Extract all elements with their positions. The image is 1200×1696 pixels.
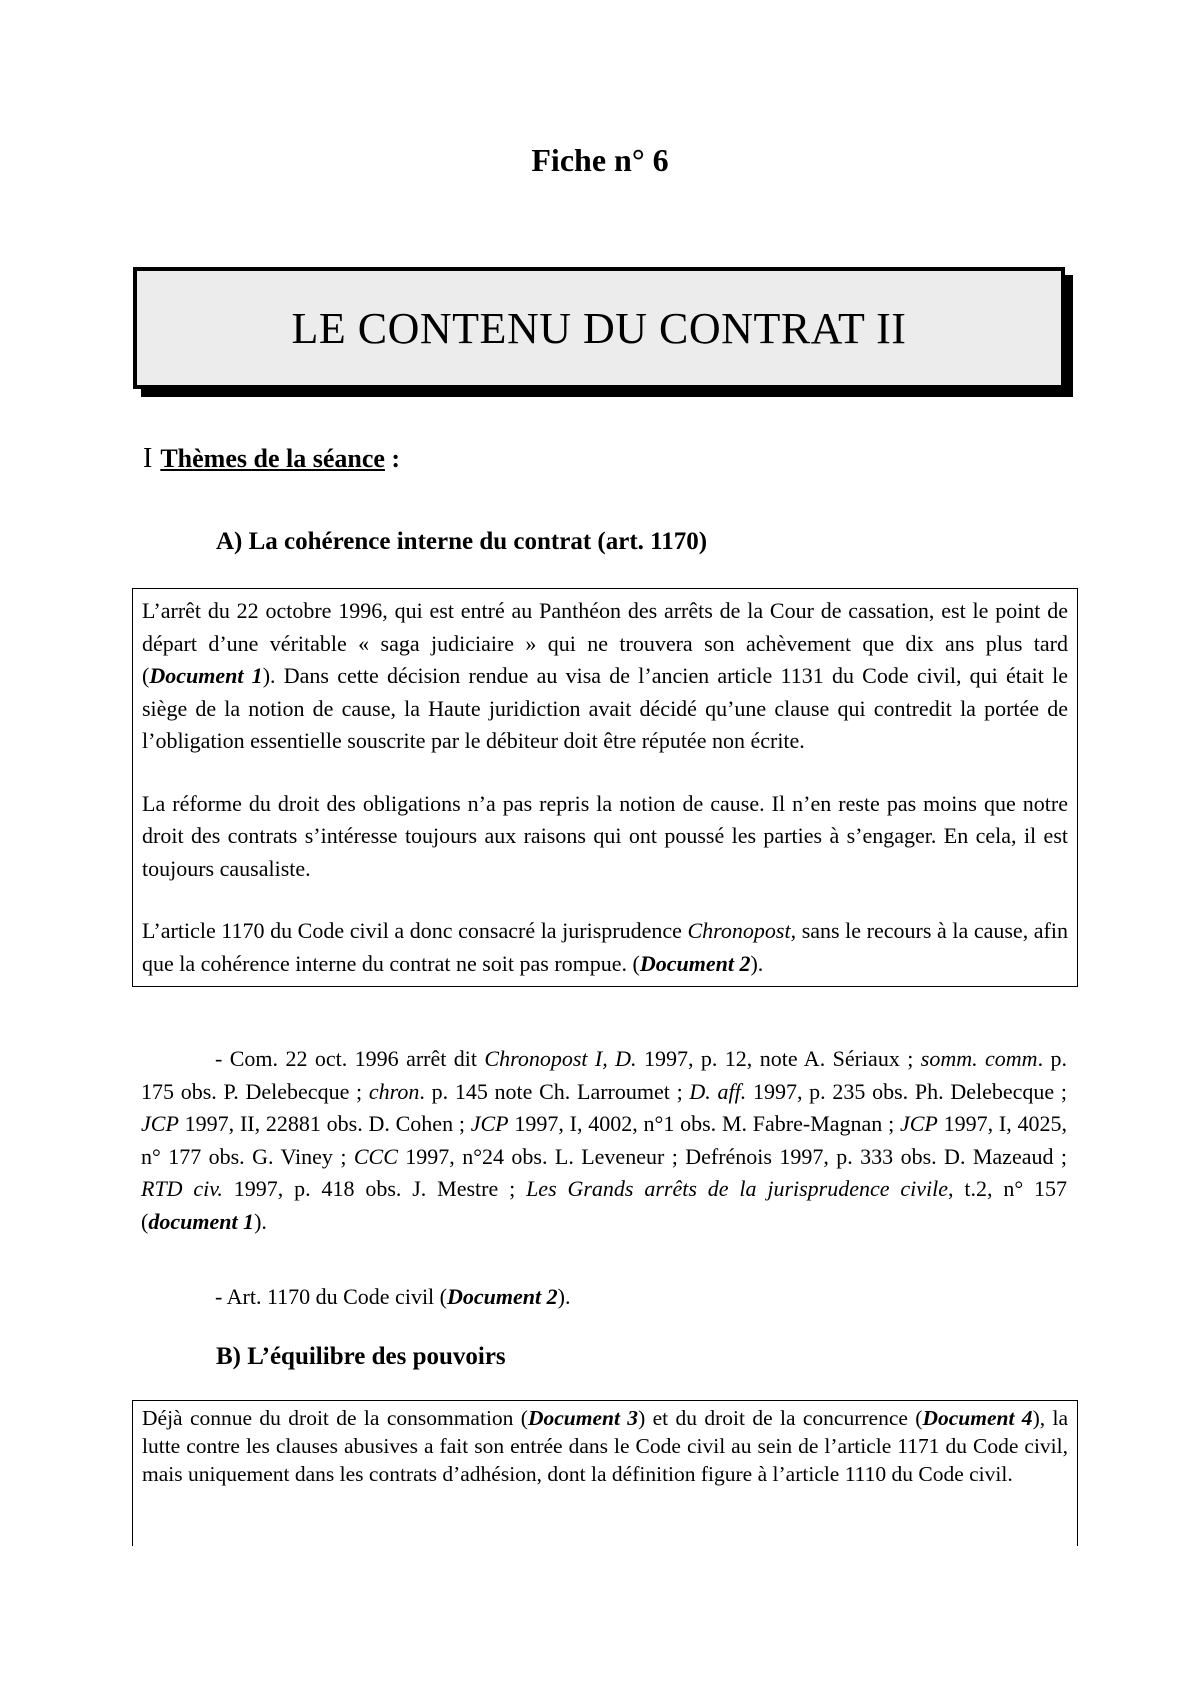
section-colon: : (384, 444, 401, 473)
text-run: 1997, p. 235 obs. Ph. Delebecque ; (746, 1078, 1067, 1104)
text-run: L’arrêt du 22 octobre 1996, qui est entré au Panthéon des arrêts de la Cour de cassation, est le point de départ d’une véritable « saga judiciaire » qui ne trouvera son achèvement que dix ans plus tard ( (142, 598, 1068, 688)
text-run: RTD civ. (141, 1176, 223, 1201)
subsection-b-heading: B) L’équilibre des pouvoirs (216, 1343, 506, 1370)
text-run: chron (368, 1078, 420, 1104)
section-label: Thèmes de la séance (160, 444, 385, 473)
text-run: . p. 175 obs. P. Delebecque ; (141, 1046, 1067, 1104)
box-a-paragraph-1 (142, 595, 1068, 758)
box-a-paragraph-2: La réforme du droit des obligations n’a pas repris la notion de cause. Il n’en reste pas moins que notre droit des contrats s’intéresse toujours aux raisons qui ont poussé les parties à s’engager. En cela, il est toujours causaliste. (142, 790, 1068, 881)
text-run: Déjà connue du droit de la consommation ( (142, 1406, 528, 1430)
text-run: 1997, II, 22881 obs. D. Cohen ; (178, 1111, 471, 1136)
text-run: somm. comm (920, 1046, 1038, 1071)
case-name: Chronopost (687, 918, 791, 943)
text-run: , sans le recours à la cause, afin que la cohérence interne du contrat ne soit pas rompue. ( (142, 918, 1068, 976)
text-run: L’article 1170 du Code civil a donc consacré la jurisprudence (142, 918, 688, 943)
text-run: CCC (353, 1143, 398, 1169)
text-run: . p. 145 note Ch. Larroumet ; (419, 1078, 690, 1104)
text-run: , t.2, n° 157 ( (141, 1176, 1067, 1234)
page-heading: Fiche n° 6 (531, 142, 669, 178)
text-run: JCP (899, 1111, 938, 1136)
text-run: 1997, I, 4025, n° 177 obs. G. Viney ; (141, 1111, 1067, 1169)
text-run: 1997, p. 12, note A. Sériaux ; (636, 1046, 921, 1071)
text-run: 1997, p. 418 obs. J. Mestre ; (222, 1176, 527, 1201)
text-run: Les Grands arrêts de la jurisprudence civile (526, 1176, 949, 1201)
subsection-b-box (132, 1400, 1078, 1546)
subsection-a-box (132, 588, 1078, 987)
text-run: 1997, I, 4002, n°1 obs. M. Fabre-Magnan ; (508, 1111, 900, 1136)
section-heading (143, 443, 400, 475)
text-run: ). (254, 1208, 267, 1234)
document-reference: Document 4 (922, 1406, 1033, 1430)
box-a-paragraph-3 (142, 915, 1068, 980)
text-run: ), la lutte contre les clauses abusives a fait son entrée dans le Code civil au sein de l’article 1171 du Code civil, mais uniquement dans les contrats d’adhésion, dont la définition figure à l’article 1110 du Code civil. (142, 1406, 1068, 1486)
reference-chronopost (141, 1043, 1067, 1238)
text-run: ) et du droit de la concurrence ( (638, 1406, 923, 1430)
text-run: - Art. 1170 du Code civil ( (215, 1284, 447, 1309)
document-reference: document 1 (148, 1208, 255, 1234)
document-reference: Document 2 (447, 1284, 558, 1309)
section-number: I (143, 443, 153, 474)
title-box (133, 267, 1065, 389)
document-reference: Document 2 (639, 950, 751, 976)
text-run: ). (557, 1284, 571, 1309)
box-b-paragraph-1 (142, 1404, 1068, 1488)
subsection-a-heading: A) La cohérence interne du contrat (art. 1170) (216, 528, 708, 555)
document-reference: Document 1 (149, 663, 263, 688)
text-run: ). Dans cette décision rendue au visa de l’ancien article 1131 du Code civil, qui était le siège de la notion de cause, la Haute juridiction avait décidé qu’une clause qui contredit la portée de l’obligation essentielle souscrite par le débiteur doit être réputée non écrite. (142, 663, 1069, 753)
reference-article-1170 (141, 1281, 1067, 1314)
text-run: Chronopost I, D. (484, 1046, 637, 1071)
text-run: 1997, n°24 obs. L. Leveneur ; Defrénois 1997, p. 333 obs. D. Mazeaud ; (397, 1143, 1067, 1169)
document-reference: Document 3 (527, 1406, 639, 1430)
text-run: D. aff. (689, 1078, 747, 1104)
text-run: JCP (470, 1111, 509, 1136)
document-title: LE CONTENU DU CONTRAT II (291, 303, 907, 353)
text-run: - Com. 22 oct. 1996 arrêt dit (215, 1046, 485, 1071)
text-run: ). (750, 950, 764, 976)
text-run: JCP (141, 1111, 179, 1136)
